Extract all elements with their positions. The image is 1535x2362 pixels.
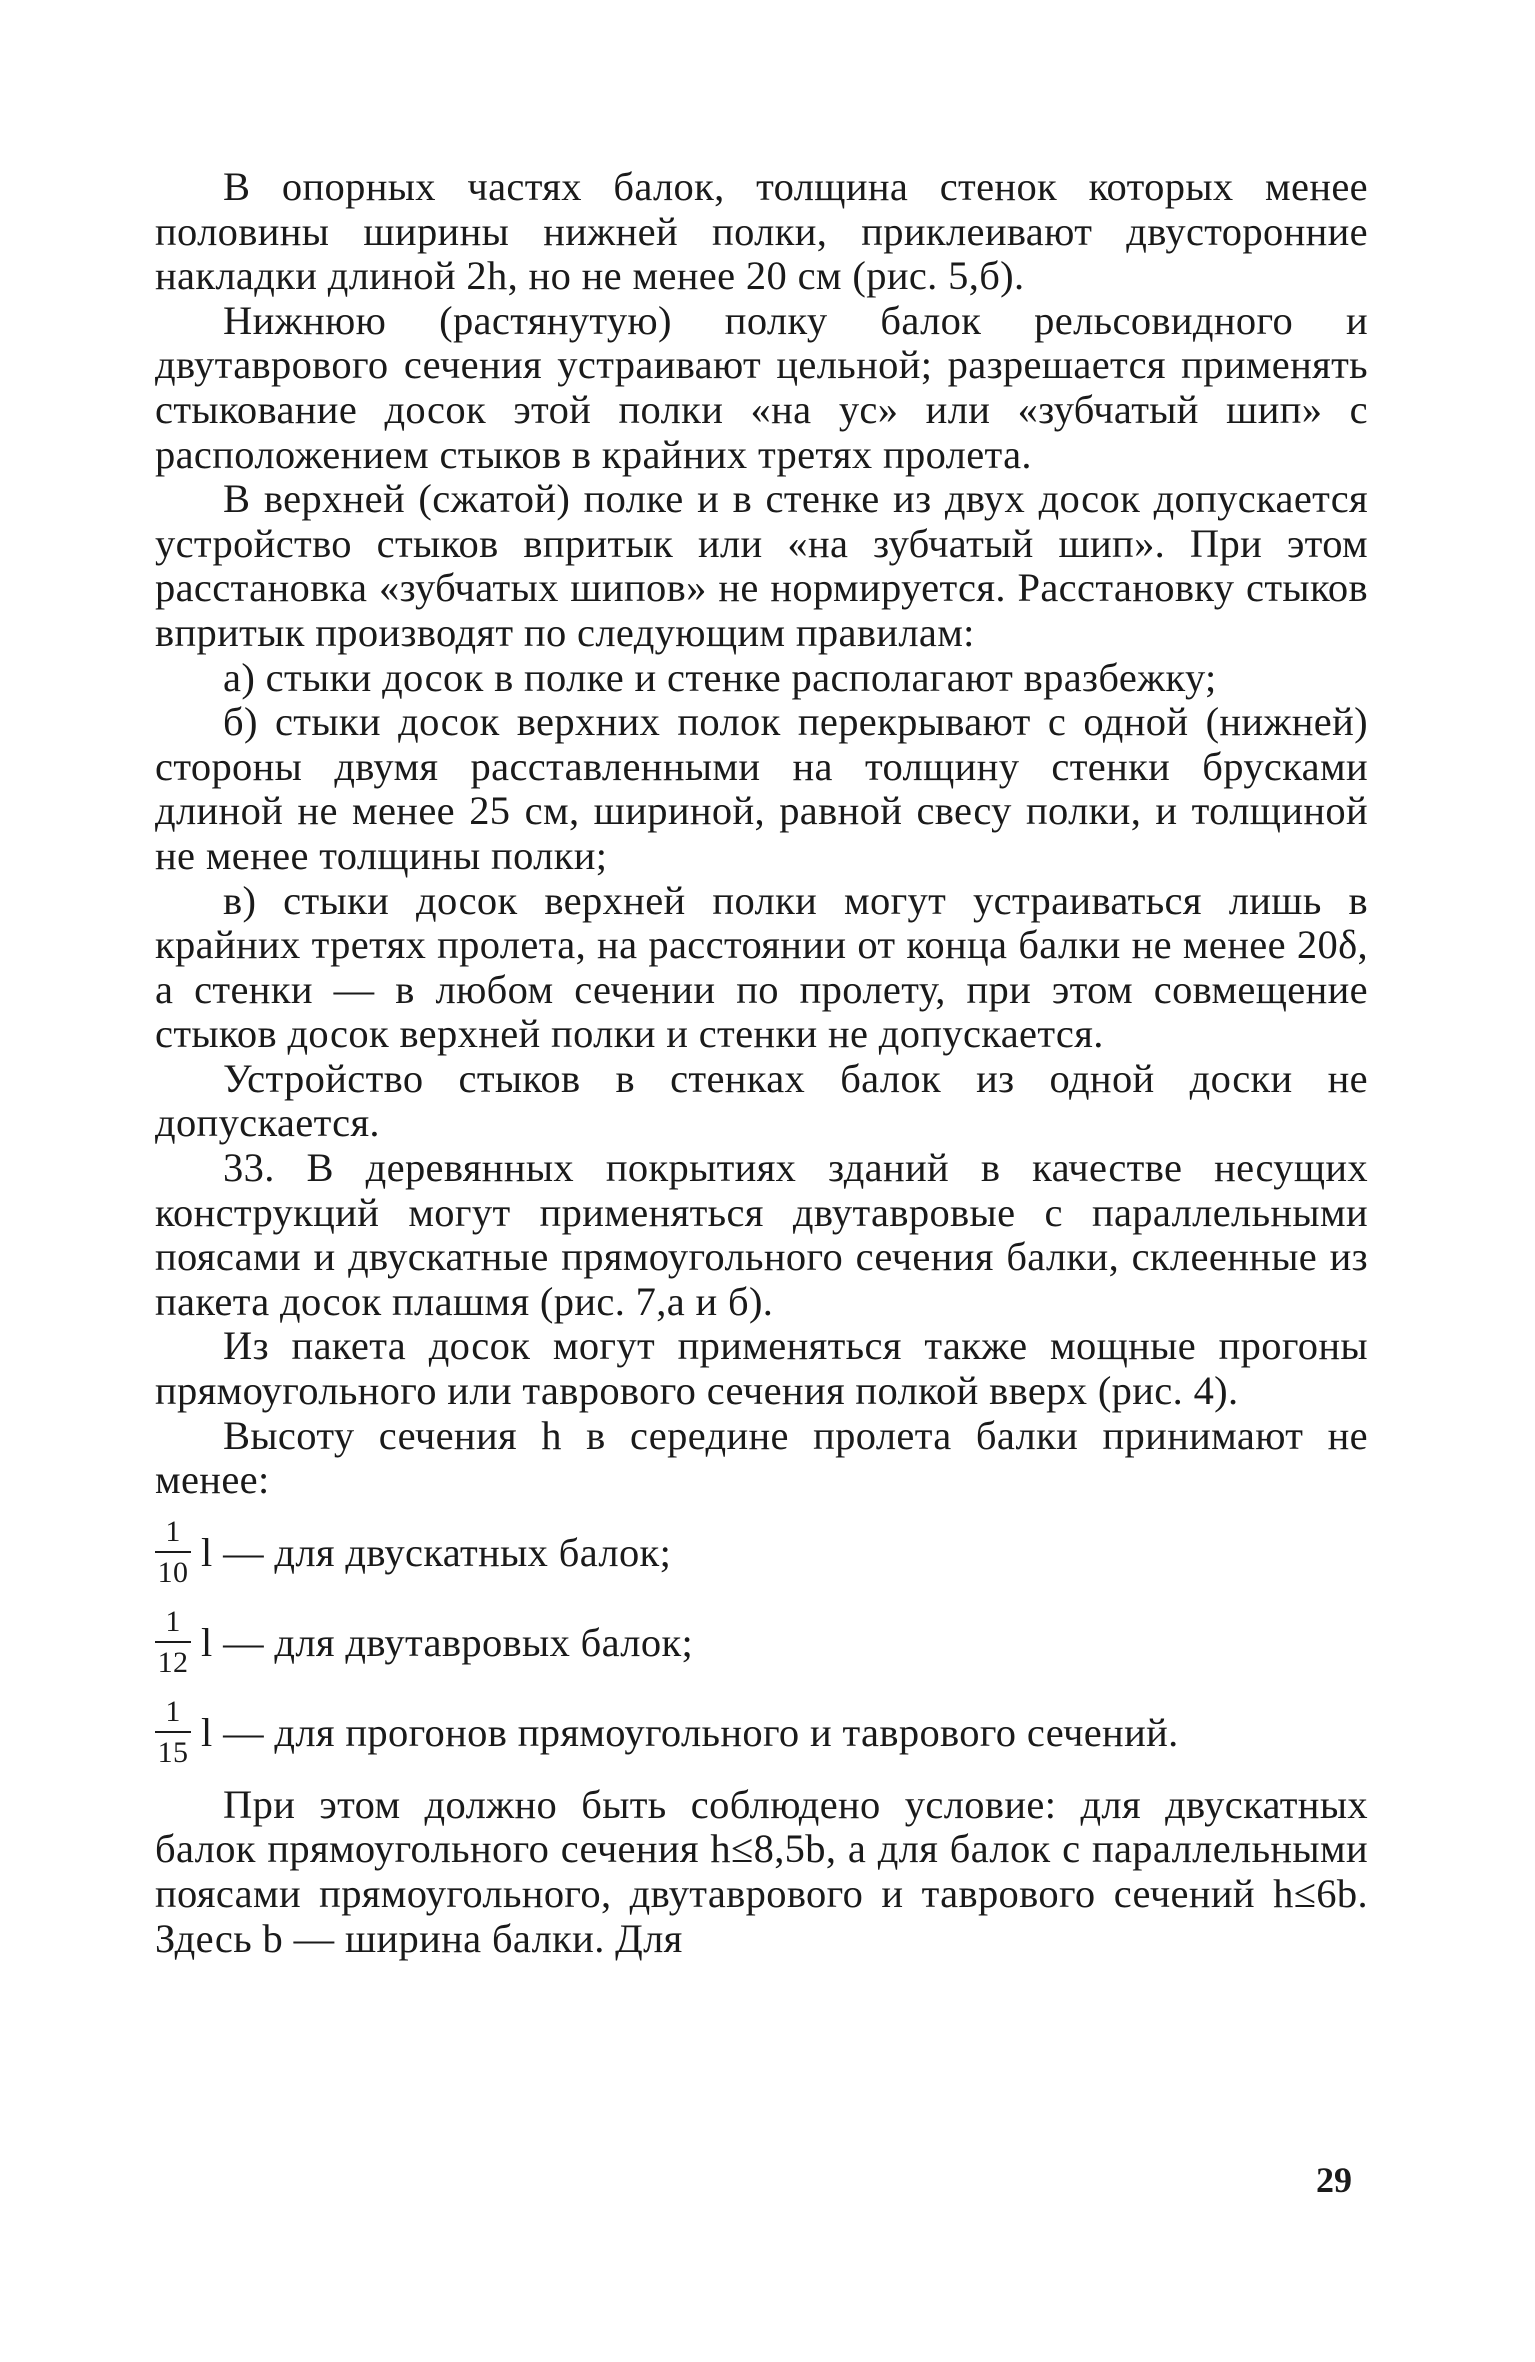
paragraph-6: Из пакета досок могут применяться также мощные прогоны прямоугольного или таврового сечения полкой вверх (рис. 4).	[155, 1323, 1368, 1414]
fraction-1	[155, 1515, 191, 1590]
fraction-numerator: 1	[155, 1695, 191, 1733]
fraction-numerator: 1	[155, 1515, 191, 1553]
paragraph-4: Устройство стыков в стенках балок из одной доски не допускается.	[155, 1055, 1368, 1146]
fraction-3	[155, 1695, 191, 1770]
fraction-denominator: 15	[157, 1736, 189, 1770]
paragraph-1: В опорных частях балок, толщина стенок которых менее половины ширины нижней полки, приклеивают двусторонние накладки длиной 2h, но не менее 20 см (рис. 5,б).	[155, 164, 1368, 299]
paragraph-3: В верхней (сжатой) полке и в стенке из двух досок допускается устройство стыков впритык или «на зубчатый шип». При этом расстановка «зубчатых шипов» не нормируется. Расстановку стыков впритык производят по следующим правилам:	[155, 476, 1368, 655]
paragraph-7: Высоту сечения h в середине пролета балки принимают не менее:	[155, 1412, 1368, 1503]
fraction-line-2	[155, 1603, 1368, 1683]
list-item-b: б) стыки досок верхних полок перекрывают с одной (нижней) стороны двумя расставленными на толщину стенки брусками длиной не менее 25 см, шириной, равной свесу полки, и толщиной не менее толщины полки;	[155, 699, 1368, 878]
paragraph-5: 33. В деревянных покрытиях зданий в качестве несущих конструкций могут применяться двутавровые с параллельными поясами и двускатные прямоугольного сечения балки, склеенные из пакета досок плашмя (рис. 7,а и б).	[155, 1145, 1368, 1324]
fraction-numerator: 1	[155, 1605, 191, 1643]
fraction-line-3	[155, 1693, 1368, 1773]
page-body	[155, 165, 1368, 1961]
fraction-text: l — для двутавровых балок;	[201, 1619, 694, 1665]
page-number: 29	[1316, 2160, 1352, 2200]
fraction-denominator: 12	[157, 1646, 189, 1680]
fraction-text: l — для двускатных балок;	[201, 1529, 672, 1575]
paragraph-2: Нижнюю (растянутую) полку балок рельсовидного и двутаврового сечения устраивают цельной; разрешается применять стыкование досок этой полки «на ус» или «зубчатый шип» с расположением стыков в крайних третях пролета.	[155, 297, 1368, 477]
fraction-denominator: 10	[157, 1556, 189, 1590]
fraction-text: l — для прогонов прямоугольного и таврового сечений.	[201, 1709, 1179, 1755]
list-item-a: а) стыки досок в полке и стенке располагают вразбежку;	[223, 654, 1217, 700]
fraction-2	[155, 1605, 191, 1680]
list-item-c: в) стыки досок верхней полки могут устраиваться лишь в крайних третях пролета, на расстоянии от конца балки не менее 20δ, а стенки — в любом сечении по пролету, при этом совмещение стыков досок верхней полки и стенки не допускается.	[155, 877, 1368, 1057]
paragraph-final: При этом должно быть соблюдено условие: для двускатных балок прямоугольного сечения h≤8,5b, а для балок с параллельными поясами прямоугольного, двутаврового и таврового сечений h≤6b. Здесь b — ширина балки. Для	[155, 1781, 1368, 1961]
fraction-line-1	[155, 1513, 1368, 1593]
